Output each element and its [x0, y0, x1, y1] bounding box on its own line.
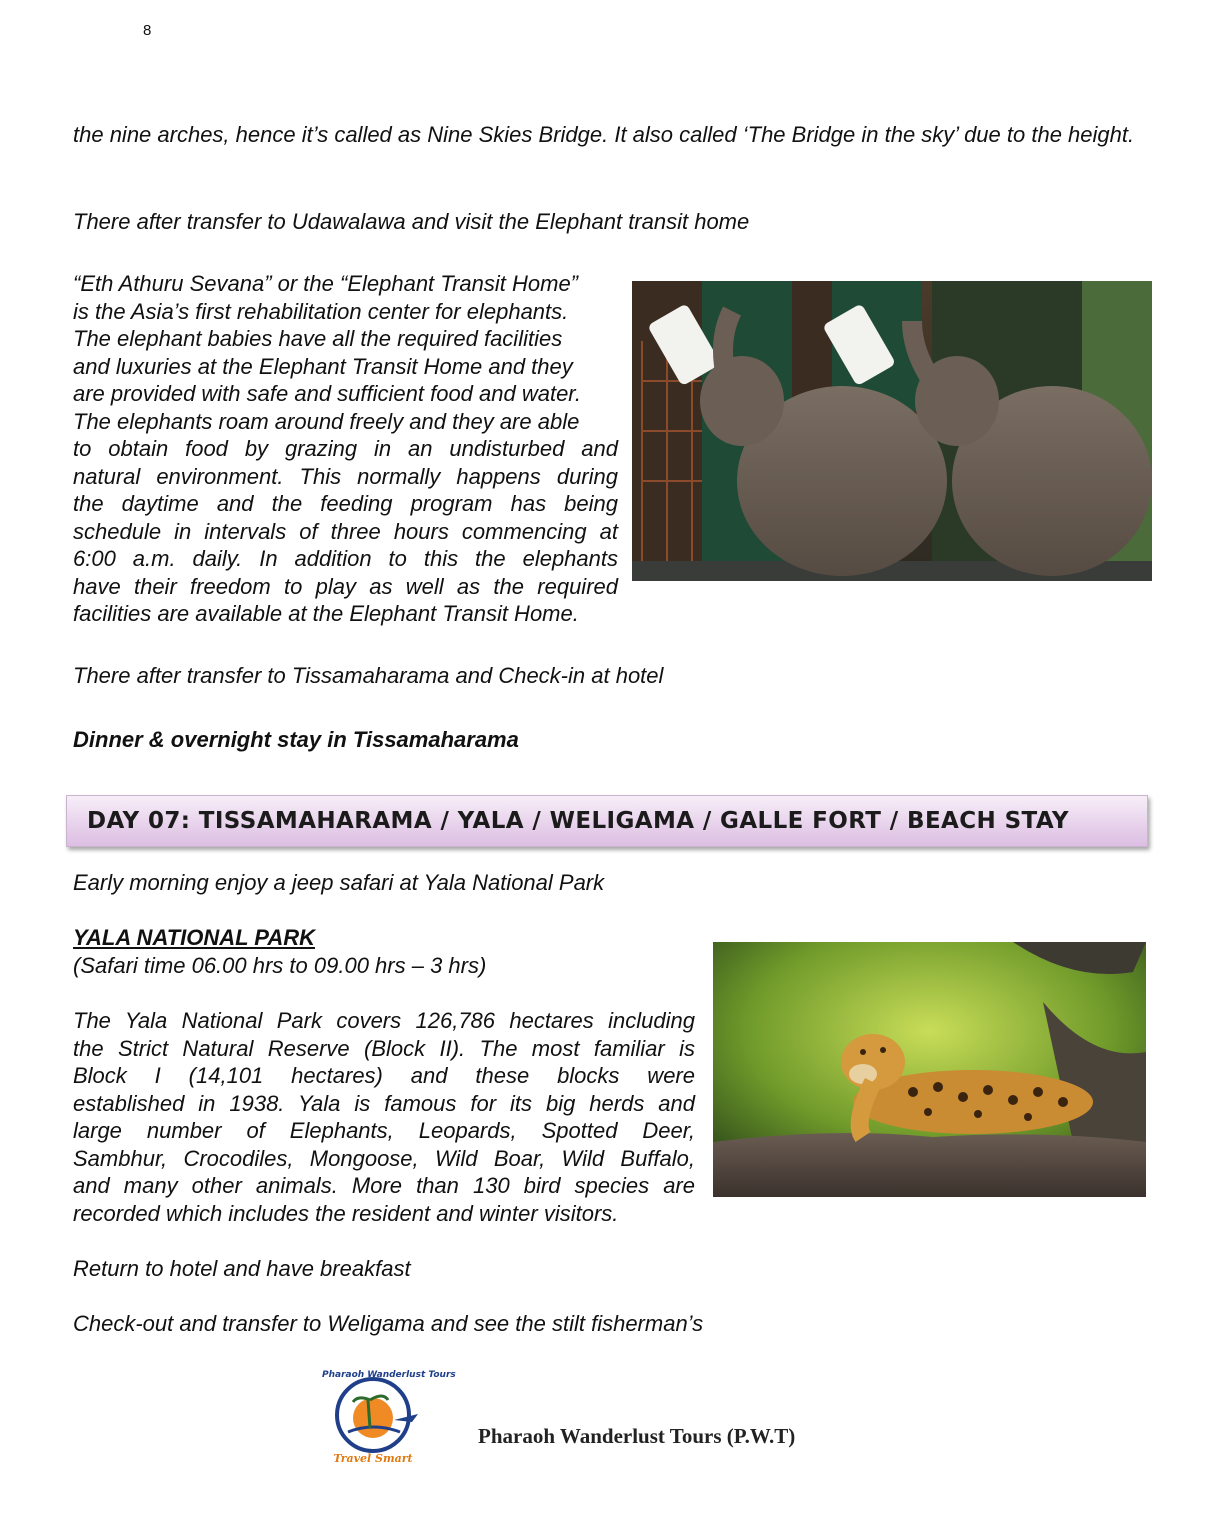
return-hotel-text: Return to hotel and have breakfast — [73, 1256, 411, 1281]
yala-paragraph — [73, 1007, 695, 1227]
text-line: The Yala National Park covers 126,786 hectares including — [73, 1008, 695, 1033]
company-logo — [308, 1370, 456, 1470]
text-line: facilities are available at the Elephant Transit Home. — [73, 601, 579, 626]
text-line: established in 1938. Yala is famous for its big herds and — [73, 1090, 695, 1116]
day-07-heading-bar — [66, 795, 1148, 847]
elephant-feeding-image — [632, 281, 1152, 581]
overnight-text: Dinner & overnight stay in Tissamaharama — [73, 727, 519, 752]
text-line: schedule in intervals of three hours commencing at — [73, 518, 618, 544]
safari-time-text: (Safari time 06.00 hrs to 09.00 hrs – 3 hrs) — [73, 953, 487, 978]
yala-title: YALA NATIONAL PARK — [73, 925, 315, 950]
text-line: is the Asia’s first rehabilitation center for elephants. — [73, 298, 569, 324]
text-line: and luxuries at the Elephant Transit Home and they — [73, 353, 573, 379]
text-line: large number of Elephants, Leopards, Spotted Deer, — [73, 1118, 695, 1143]
text-line: and many other animals. More than 130 bird species are — [73, 1173, 695, 1198]
text-line: recorded which includes the resident and winter visitors. — [73, 1200, 619, 1226]
day-07-heading: DAY 07: TISSAMAHARAMA / YALA / WELIGAMA / GALLE FORT / BEACH STAY — [87, 808, 1069, 834]
transfer-udawalawa-text: There after transfer to Udawalawa and visit the Elephant transit home — [73, 209, 750, 234]
logo-tagline: Travel Smart — [333, 1452, 413, 1465]
text-line: are provided with safe and sufficient food and water. — [73, 381, 581, 406]
text-line: Sambhur, Crocodiles, Mongoose, Wild Boar, Wild Buffalo, — [73, 1145, 695, 1171]
text-line: The elephants roam around freely and they are able — [73, 408, 580, 434]
safari-intro-text: Early morning enjoy a jeep safari at Yala National Park — [73, 870, 605, 895]
transfer-tissa-text: There after transfer to Tissamaharama and Check-in at hotel — [73, 663, 664, 688]
text-line: have their freedom to play as well as the required — [73, 573, 618, 599]
text-line: natural environment. This normally happens during — [73, 463, 618, 489]
elephant-home-paragraph — [73, 270, 618, 628]
leopard-image — [713, 942, 1146, 1197]
nine-skies-paragraph: the nine arches, hence it’s called as Nine Skies Bridge. It also called ‘The Bridge in the sky’ due to the height. — [73, 122, 1135, 147]
checkout-weligama-text: Check-out and transfer to Weligama and see the stilt fisherman’s — [73, 1311, 704, 1336]
elephant-feeding-photo — [632, 281, 1152, 581]
text-line: the daytime and the feeding program has being — [73, 491, 618, 516]
leopard-photo — [713, 942, 1146, 1197]
text-line: Block I (14,101 hectares) and these blocks were — [73, 1063, 695, 1088]
text-line: to obtain food by grazing in an undisturbed and — [73, 436, 618, 461]
footer-company-name: Pharaoh Wanderlust Tours (P.W.T) — [478, 1424, 796, 1448]
text-line: “Eth Athuru Sevana” or the “Elephant Transit Home” — [73, 271, 579, 296]
page-number: 8 — [143, 22, 152, 39]
text-line: the Strict Natural Reserve (Block II). The most familiar is — [73, 1035, 695, 1061]
text-line: The elephant babies have all the required facilities — [73, 326, 563, 351]
logo-text: Pharaoh Wanderlust Tours — [322, 1370, 456, 1380]
text-line: 6:00 a.m. daily. In addition to this the elephants — [73, 546, 618, 571]
